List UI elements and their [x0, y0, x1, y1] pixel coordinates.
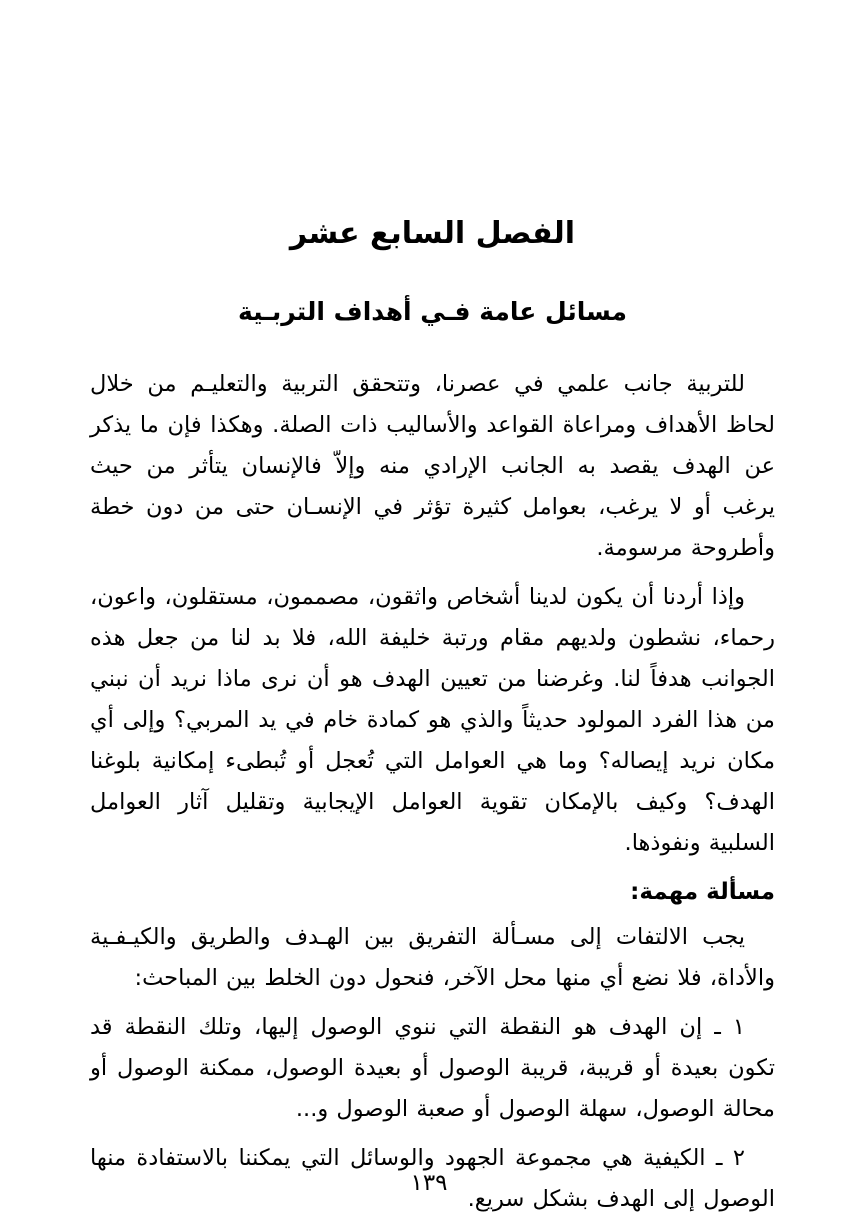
chapter-title: الفصل السابع عشر	[289, 216, 576, 251]
section-title: مسائل عامة فـي أهداف التربـية	[237, 297, 628, 326]
subheading-paragraph: يجب الالتفات إلى مسـألة التفريق بين الهـدف والطريق والكيـفـية والأداة، فلا نضع أي منها محل الآخر، فنحول دون الخلط بين المباحث:	[90, 924, 775, 991]
important-issue-subheading: مسألة مهمة:	[630, 879, 775, 905]
list-item-1: ١ ـ إن الهدف هو النقطة التي ننوي الوصول إليها، وتلك النقطة قد تكون بعيدة أو قريبة، قريبة الوصول أو بعيدة الوصول، ممكنة الوصول أو محالة الوصول، سهلة الوصول أو صعبة الوصول و...	[90, 1014, 775, 1122]
page-number: ١٣٩	[410, 1170, 448, 1196]
intro-paragraph-2: وإذا أردنا أن يكون لدينا أشخاص واثقون، مصممون، مستقلون، واعون، رحماء، نشطون ولديهم مقام ورتبة خليفة الله، فلا بد لنا من جعل هذه الجوانب هدفاً لنا. وغرضنا من تعيين الهدف هو أن نرى ماذا نريد أن نبني من هذا الفرد المولود حديثاً والذي هو كمادة خام في يد المربي؟ وإلى أي مكان نريد إيصاله؟ وما هي العوامل التي تُعجل أو تُبطىء إمكانية بلوغنا الهدف؟ وكيف بالإمكان تقوية العوامل الإيجابية وتقليل آثار العوامل السلبية ونفوذها.	[90, 584, 775, 856]
page-content	[90, 0, 775, 1224]
intro-paragraph-1: للتربية جانب علمي في عصرنا، وتتحقق التربية والتعليـم من خلال لحاظ الأهداف ومراعاة القواعد والأساليب ذات الصلة. وهكذا فإن ما يذكر عن الهدف يقصد به الجانب الإرادي منه وإلاّ فالإنسان يتأثر من حيث يرغب أو لا يرغب، بعوامل كثيرة تؤثر في الإنسـان حتى من دون خطة وأطروحة مرسومة.	[90, 371, 775, 561]
list-item-2: ٢ ـ الكيفية هي مجموعة الجهود والوسائل التي يمكننا بالاستفادة منها الوصول إلى الهدف بشكل سريع.	[90, 1145, 775, 1212]
